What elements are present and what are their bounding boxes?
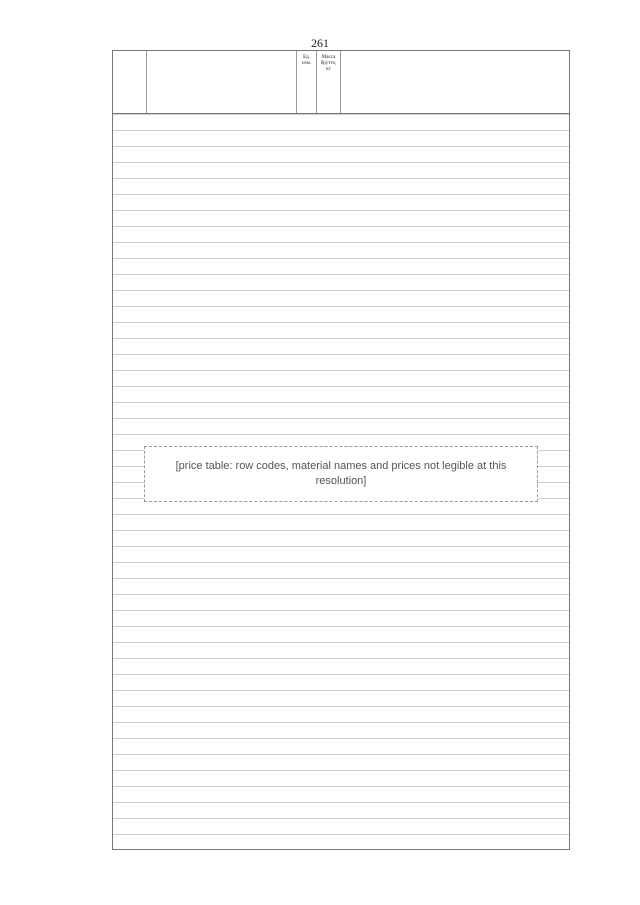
table-body (113, 114, 569, 834)
header-code (113, 51, 147, 113)
header-mass: Масса брутто, кг (317, 51, 341, 113)
price-table (112, 50, 570, 850)
table-header (113, 51, 569, 114)
table-body-placeholder: [price table: row codes, material names and prices not legible at this resolution] (144, 446, 538, 503)
header-prices (341, 51, 569, 113)
page-number: 261 (311, 36, 329, 50)
header-unit: Ед. изм. (297, 51, 317, 113)
header-name (147, 51, 297, 113)
